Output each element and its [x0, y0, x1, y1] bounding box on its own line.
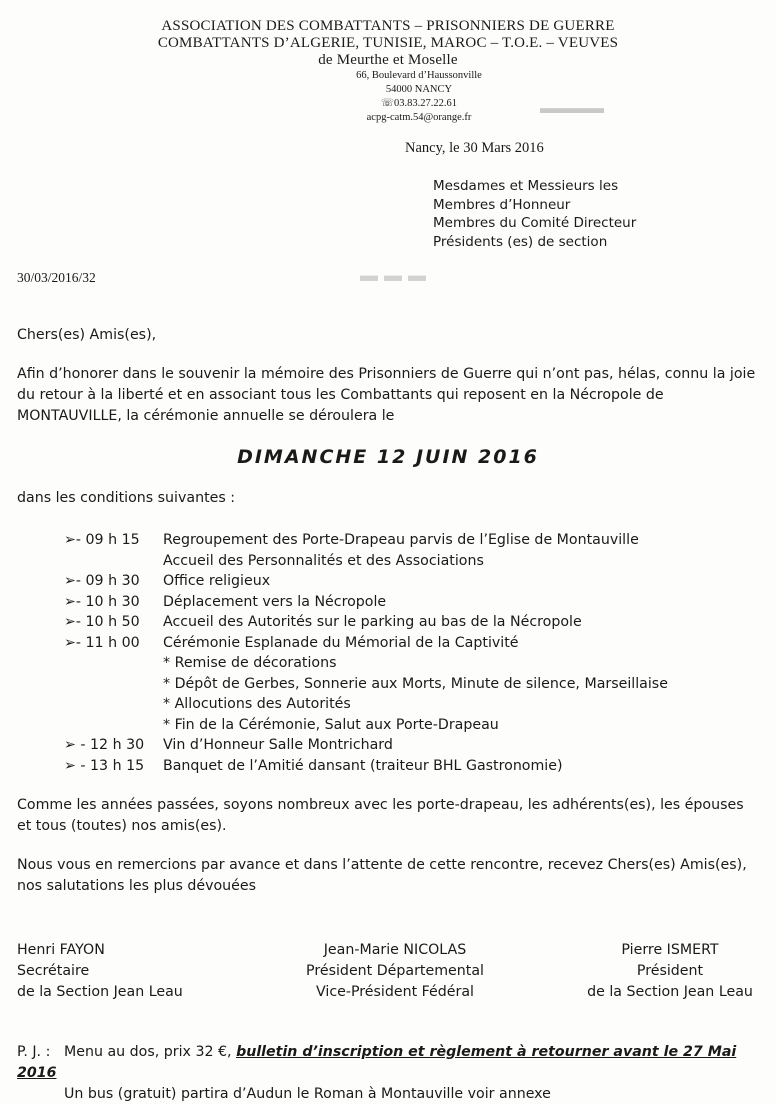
association-region: de Meurthe et Moselle: [318, 52, 458, 68]
date-line: Nancy, le 30 Mars 2016: [405, 140, 544, 156]
address-street: 66, Boulevard d’Haussonville: [356, 70, 482, 81]
schedule-item: [64, 756, 764, 777]
phone-number: ☏03.83.27.22.61: [380, 98, 458, 109]
signer-role: Vice-Président Fédéral: [316, 984, 474, 1000]
closing-salutation: Nous vous en remercions par avance et dans l’attente de cette rencontre, recevez Chers(es) Amis(es), nos salutations les plus dévouées: [17, 857, 747, 894]
bleed-through-mark: ▬▬▬: [360, 265, 432, 285]
schedule-time: ➢- 10 h 50: [64, 614, 140, 630]
ceremony-item: * Fin de la Cérémonie, Salut aux Porte-Drapeau: [163, 716, 499, 733]
schedule-item: [64, 612, 764, 633]
schedule-desc: Accueil des Autorités sur le parking au bas de la Nécropole: [163, 614, 582, 630]
schedule-desc: Déplacement vers la Nécropole: [163, 593, 387, 610]
signer-role: de la Section Jean Leau: [17, 984, 183, 1000]
signer-role: Secrétaire: [17, 963, 90, 979]
schedule-item: [64, 633, 764, 654]
schedule-desc: Cérémonie Esplanade du Mémorial de la Captivité: [163, 634, 519, 651]
signature-president-section: [580, 940, 760, 1003]
recipient-line: Mesdames et Messieurs les: [433, 178, 619, 194]
signature-secretary: [17, 940, 183, 1003]
schedule-time: ➢- 09 h 30: [64, 573, 140, 589]
schedule-desc: Office religieux: [163, 573, 271, 589]
pj-deadline-text: bulletin d’inscription et règlement à retourner avant le 27 Mai 2016: [17, 1044, 737, 1081]
pj-menu-text: Menu au dos, prix 32 €,: [64, 1044, 237, 1060]
recipient-line: Présidents (es) de section: [433, 233, 608, 250]
signer-role: Président Départemental: [306, 963, 484, 979]
ceremony-item: * Dépôt de Gerbes, Sonnerie aux Morts, Minute de silence, Marseillaise: [163, 675, 668, 692]
program-schedule: [64, 530, 764, 776]
letterhead: [0, 18, 776, 125]
event-date-heading: DIMANCHE 12 JUIN 2016: [237, 446, 539, 468]
schedule-desc: Vin d’Honneur Salle Montrichard: [163, 737, 393, 753]
reference-number: 30/03/2016/32: [17, 270, 96, 285]
schedule-time: ➢ - 13 h 15: [64, 757, 145, 774]
schedule-time: ➢- 10 h 30: [64, 593, 140, 610]
schedule-desc-extra: Accueil des Personnalités et des Associations: [163, 552, 484, 569]
ceremony-item: * Remise de décorations: [163, 655, 337, 671]
pj-label: P. J. :: [17, 1044, 51, 1060]
bleed-through-mark: ▬▬▬▬: [540, 100, 604, 117]
association-name-line1: ASSOCIATION DES COMBATTANTS – PRISONNIERS DE GUERRE: [161, 18, 615, 34]
schedule-desc: Regroupement des Porte-Drapeau parvis de l’Eglise de Montauville: [163, 532, 639, 548]
signer-name: Henri FAYON: [17, 942, 105, 958]
schedule-item: [64, 735, 764, 756]
recipient-line: Membres du Comité Directeur: [433, 215, 637, 231]
recipients-block: [433, 177, 636, 251]
signature-president-departmental: [300, 940, 490, 1003]
schedule-desc: Banquet de l’Amitié dansant (traiteur BHL Gastronomie): [163, 757, 563, 774]
recipient-line: Membres d’Honneur: [433, 196, 571, 213]
attachments-note: [17, 1042, 776, 1105]
ceremony-item: * Allocutions des Autorités: [163, 696, 351, 712]
address-city: 54000 NANCY: [385, 84, 453, 95]
schedule-item: [64, 530, 764, 551]
schedule-time: ➢- 11 h 00: [64, 634, 140, 651]
schedule-item: [64, 571, 764, 592]
schedule-time: ➢ - 12 h 30: [64, 737, 145, 753]
signer-name: Jean-Marie NICOLAS: [323, 942, 467, 958]
association-name-line2: COMBATTANTS D’ALGERIE, TUNISIE, MAROC – T.O.E. – VEUVES: [157, 35, 619, 51]
pj-bus-text: Un bus (gratuit) partira d’Audun le Roman à Montauville voir annexe: [64, 1086, 551, 1102]
signer-role: de la Section Jean Leau: [587, 984, 753, 1000]
conditions-intro: dans les conditions suivantes :: [17, 490, 236, 506]
intro-paragraph: Afin d’honorer dans le souvenir la mémoire des Prisonniers de Guerre qui n’ont pas, hélas, connu la joie du retour à la liberté et en associant tous les Combattants qui reposent en la Nécropole de MONTAUVILLE, la cérémonie annuelle se déroulera le: [17, 366, 756, 424]
greeting: Chers(es) Amis(es),: [17, 327, 157, 343]
signer-role: Président: [636, 963, 704, 979]
signer-name: Pierre ISMERT: [621, 942, 719, 958]
schedule-item: [64, 592, 764, 613]
closing-paragraph: Comme les années passées, soyons nombreux avec les porte-drapeau, les adhérents(es), les épouses et tous (toutes) nos amis(es).: [17, 797, 744, 834]
email-address: acpg-catm.54@orange.fr: [366, 112, 472, 123]
schedule-time: ➢- 09 h 15: [64, 532, 140, 548]
